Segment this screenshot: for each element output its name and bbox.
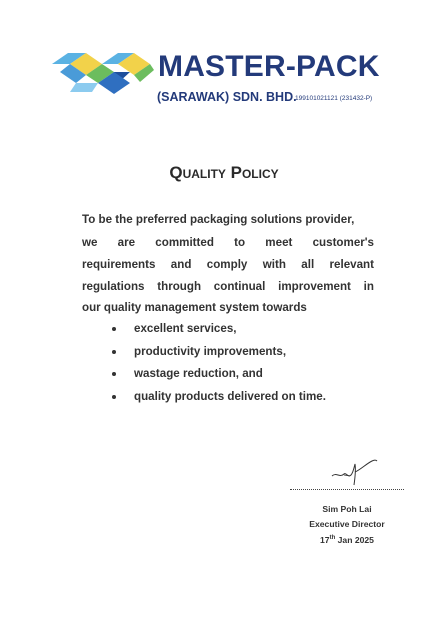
bullet-text: wastage reduction, and [134,367,263,380]
list-item [112,345,326,368]
date-day: 17 [320,535,330,545]
date-rest: Jan 2025 [335,535,374,545]
policy-line-5: our quality management system towards [82,301,307,314]
signature-icon [330,458,378,486]
company-subtitle: (SARAWAK) SDN. BHD. [157,90,297,104]
bullet-text: excellent services, [134,322,237,335]
policy-line-4: regulations through continual improvement in [82,280,374,293]
list-item [112,390,326,413]
bullet-icon [112,395,116,399]
policy-line-3: requirements and comply with all relevant [82,258,374,271]
bullet-icon [112,372,116,376]
company-logo-icon [52,50,154,94]
page-title: Quality Policy [169,163,279,182]
signature-date [290,535,404,545]
policy-line-1: To be the preferred packaging solutions provider, [82,213,355,226]
signatory-name: Sim Poh Lai [322,504,372,514]
bullet-text: productivity improvements, [134,344,287,358]
signatory-role: Executive Director [309,519,385,529]
list-item [112,367,326,390]
signature-line [290,489,404,490]
company-name: MASTER-PACK [158,50,380,83]
list-item [112,322,326,345]
policy-bullet-list [112,322,326,412]
bullet-icon [112,327,116,331]
bullet-icon [112,350,116,354]
bullet-text: quality products delivered on time. [134,389,326,403]
company-registration: 199101021121 (231432-P) [295,95,373,102]
policy-line-2: we are committed to meet customer's [82,236,374,249]
date-suffix: th [329,535,336,542]
